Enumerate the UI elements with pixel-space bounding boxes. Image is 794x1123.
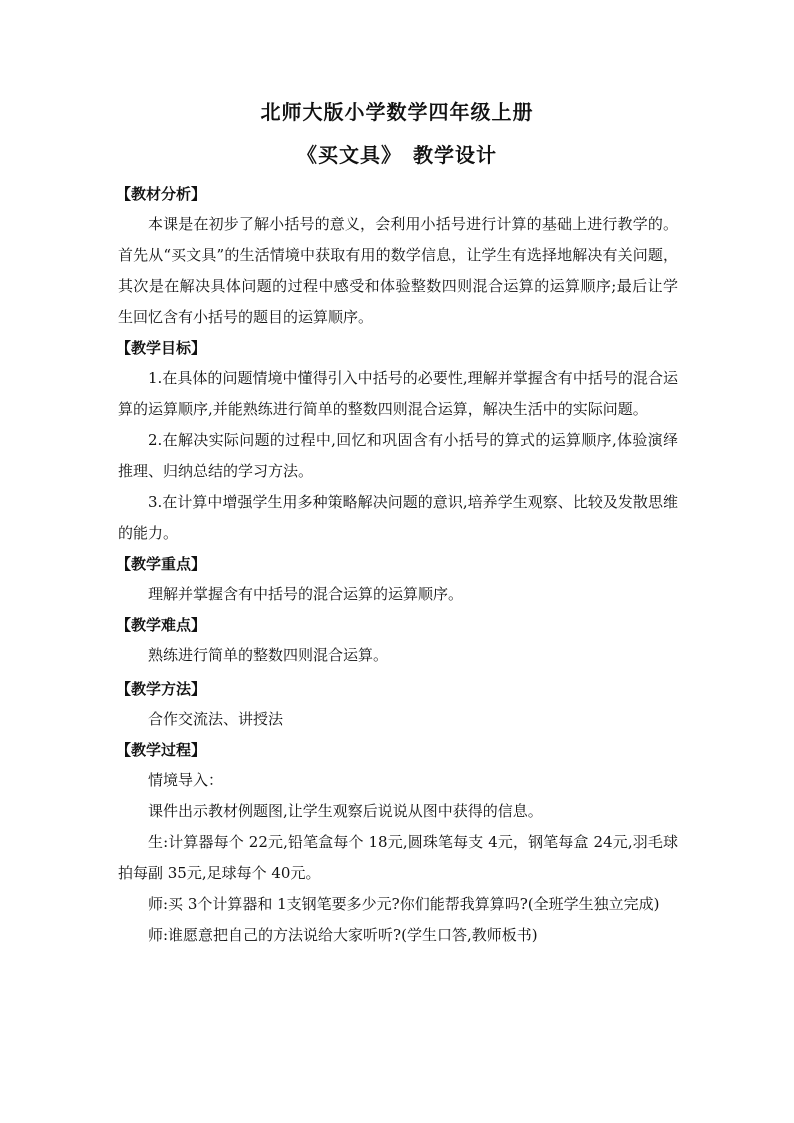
- process-paragraph-4: 师:买 3个计算器和 1支钢笔要多少元?你们能帮我算算吗?(全班学生独立完成): [148, 895, 660, 913]
- process-paragraph-5: 师:谁愿意把自己的方法说给大家听听?(学生口答,教师板书): [148, 926, 538, 944]
- analysis-paragraph: 本课是在初步了解小括号的意义，会利用小括号进行计算的基础上进行教学的。首先从“买文具”的生活情境中获取有用的数学信息，让学生有选择地解决有关问题，其次是在解决具体问题的过程中感受和体验整数四则混合运算的运算顺序;最后让学生回忆含有小括号的题目的运算顺序。: [118, 215, 678, 326]
- difficulties-paragraph: 熟练进行简单的整数四则混合运算。: [148, 646, 389, 664]
- document-body: [118, 179, 678, 951]
- goal-2-paragraph: 2.在解决实际问题的过程中,回忆和巩固含有小括号的算式的运算顺序,体验演绎推理、归纳总结的学习方法。: [118, 431, 678, 480]
- process-paragraph-3: 生:计算器每个 22元,铅笔盒每个 18元,圆珠笔每支 4元，钢笔每盒 24元,羽毛球拍每副 35元,足球每个 40元。: [118, 833, 678, 882]
- section-heading-goals: 【教学目标】: [116, 339, 207, 357]
- section-heading-analysis: 【教材分析】: [116, 185, 207, 203]
- section-heading-process: 【教学过程】: [116, 741, 207, 759]
- key-points-paragraph: 理解并掌握含有中括号的混合运算的运算顺序。: [148, 585, 464, 603]
- section-heading-difficulties: 【教学难点】: [116, 616, 207, 634]
- section-heading-methods: 【教学方法】: [116, 680, 207, 698]
- methods-paragraph: 合作交流法、讲授法: [148, 710, 284, 728]
- document-title: 北师大版小学数学四年级上册: [260, 100, 534, 124]
- document-subtitle: 《买文具》 教学设计: [297, 143, 497, 167]
- goal-1-paragraph: 1.在具体的问题情境中懂得引入中括号的必要性,理解并掌握含有中括号的混合运算的运算顺序,并能熟练进行简单的整数四则混合运算，解决生活中的实际问题。: [118, 369, 678, 418]
- section-heading-key-points: 【教学重点】: [116, 555, 207, 573]
- process-paragraph-2: 课件出示教材例题图,让学生观察后说说从图中获得的信息。: [148, 802, 543, 820]
- process-paragraph-1: 情境导入：: [148, 771, 224, 789]
- goal-3-paragraph: 3.在计算中增强学生用多种策略解决问题的意识,培养学生观察、比较及发散思维的能力。: [118, 493, 678, 542]
